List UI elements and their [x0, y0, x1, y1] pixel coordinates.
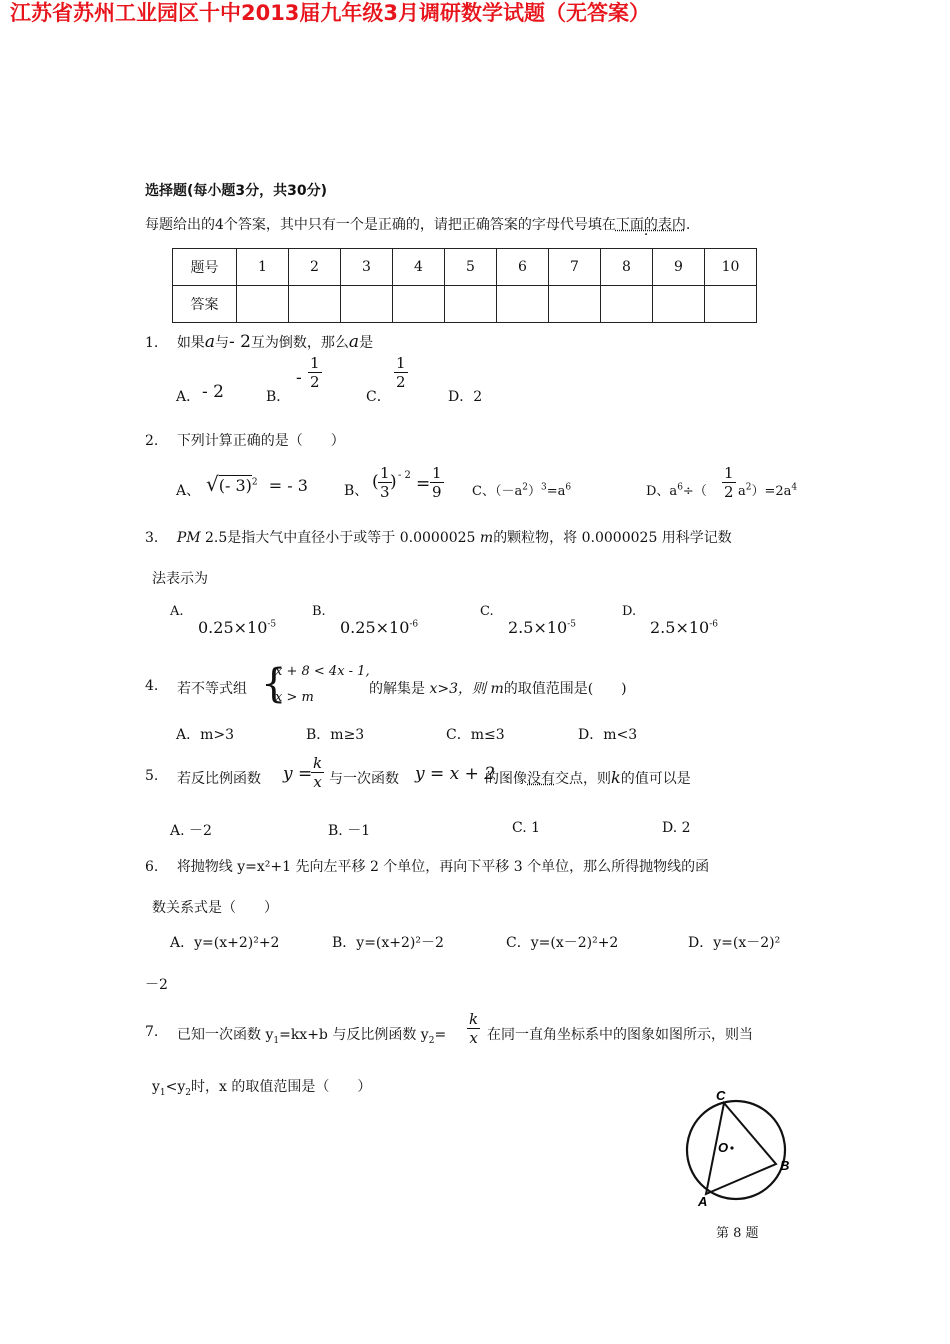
option-label: B、 [344, 483, 369, 499]
q4-text: x>3，则 [429, 681, 491, 697]
option-label: A、 [176, 483, 201, 499]
option-d-rest [738, 480, 797, 499]
frac-num: 1 [380, 464, 390, 482]
q5-text: 交点，则 [555, 771, 611, 787]
question-number: 3. [145, 530, 159, 546]
q3-text: 2.5是指大气中直径小于或等于 0.0000025 [200, 530, 480, 546]
question-number: 2. [145, 433, 159, 449]
option-rhs: = - 3 [268, 476, 308, 495]
option-fraction [308, 354, 322, 391]
table-header-question: 题号 [173, 249, 237, 286]
question-3-stem [145, 527, 732, 547]
option: A．y=(x+2)²+2 [170, 935, 280, 951]
option: D．y=(x－2)² [688, 935, 781, 951]
q4-text: 的取值范围是( ) [503, 681, 627, 697]
q1-var: a [204, 332, 215, 352]
option-c-expr [472, 480, 571, 499]
center-point [730, 1146, 733, 1149]
radicand: (- 3) [218, 476, 252, 495]
circle-triangle-figure [676, 1086, 806, 1210]
frac-den: 2 [310, 373, 320, 391]
option: A．m>3 [176, 727, 235, 743]
q3-text: 的颗粒物，将 0.0000025 用科学记数 [493, 530, 732, 546]
q4-text: 的解集是 [369, 681, 430, 697]
question-number: 1. [145, 335, 159, 351]
option: B. －1 [328, 823, 371, 839]
answer-cell[interactable] [549, 286, 601, 323]
question-number: 7. [145, 1024, 159, 1040]
q4-text: 若不等式组 [177, 681, 247, 697]
page-title: 江苏省苏州工业园区十中2013届九年级3月调研数学试题（无答案） [9, 1, 651, 25]
table-number: 6 [497, 249, 549, 286]
answer-cell[interactable] [289, 286, 341, 323]
d-text: ÷（ [682, 484, 707, 499]
instruction-text: 每题给出的4个答案，其中只有一个是正确的，请把正确答案的字母代号填在 [145, 217, 616, 233]
label-b: B [780, 1158, 790, 1173]
option-b-paren: ) [390, 472, 397, 492]
c-text: =a [546, 484, 566, 499]
answer-cell[interactable] [341, 286, 393, 323]
q6-text: 将抛物线 y=x²+1 先向左平移 2 个单位，再向下平移 3 个单位，那么所得抛物线的函 [176, 859, 710, 875]
exponent: -6 [709, 619, 718, 630]
d-text: ）=2a [751, 484, 792, 499]
exponent: 2 [745, 482, 752, 493]
frac-num: 1 [396, 354, 406, 372]
q5-rest [485, 768, 691, 788]
option-fraction [722, 464, 736, 501]
q4-text: m [490, 681, 504, 697]
option: C. 1 [512, 820, 541, 836]
frac-den: 2 [724, 483, 734, 501]
frac-num: k [313, 754, 323, 772]
option-label: A． [176, 389, 201, 405]
question-number: 5. [145, 768, 159, 784]
option-fraction [394, 354, 408, 391]
q5-text: 的图像 [485, 771, 527, 787]
figure-caption: 第 8 题 [716, 1226, 759, 1241]
q4-rest [369, 678, 627, 698]
frac-num: k [469, 1010, 479, 1028]
option-fraction [311, 754, 324, 791]
option: C．m≤3 [446, 727, 505, 743]
triangle-shape [706, 1103, 776, 1194]
option-b-expr: ( [372, 472, 379, 492]
exponent: 6 [677, 482, 683, 493]
subscript: 2 [185, 1087, 192, 1098]
answer-cell[interactable] [497, 286, 549, 323]
question-6-stem [145, 856, 709, 876]
question-number: 4. [145, 678, 159, 694]
q5-k: k [611, 768, 621, 787]
answer-cell[interactable] [653, 286, 705, 323]
option: D. 2 [662, 820, 691, 836]
option-a-expr [206, 472, 308, 496]
option-label: A. [170, 604, 184, 619]
table-row [173, 286, 757, 323]
question-3-options [170, 604, 770, 644]
question-number: 6. [145, 859, 159, 875]
table-number: 4 [393, 249, 445, 286]
option-sign: - [296, 368, 302, 388]
answer-cell[interactable] [393, 286, 445, 323]
table-number: 2 [289, 249, 341, 286]
instruction [145, 214, 690, 234]
frac-den: 3 [380, 483, 390, 501]
table-number: 1 [237, 249, 289, 286]
frac-den: x [313, 773, 322, 791]
label-o: O [718, 1140, 729, 1155]
option: C．y=(x－2)²+2 [506, 935, 619, 951]
frac-num: 1 [432, 464, 442, 482]
sci-base: 0.25×10 [198, 618, 268, 637]
q1-text: 如果 [176, 335, 205, 351]
q7-text: y [152, 1079, 160, 1095]
table-number: 7 [549, 249, 601, 286]
equals: = [416, 474, 431, 494]
brace-icon: { [261, 661, 287, 707]
question-3-line2: 法表示为 [152, 571, 208, 587]
option-d-expr [646, 480, 707, 499]
option-value [198, 618, 276, 637]
inequality: x > m [275, 690, 314, 705]
q7-text: =kx+b 与反比例函数 y [279, 1027, 429, 1043]
subscript: 1 [273, 1035, 280, 1046]
c-text: C、（－a [472, 484, 523, 499]
q1-var: a [348, 332, 360, 352]
option: A. －2 [170, 823, 212, 839]
option: D．m<3 [578, 727, 638, 743]
option-value [650, 618, 718, 637]
exponent: - 2 [398, 470, 411, 481]
q3-pm: PM [176, 530, 201, 546]
frac-den: x [469, 1029, 478, 1047]
exponent: 2 [522, 482, 528, 493]
q5-emphasis: 没有 [527, 771, 555, 787]
inequality: x + 8 < 4x - 1, [275, 664, 370, 679]
exponent: 6 [565, 482, 572, 493]
d-text: a [738, 484, 746, 499]
option-value [340, 618, 418, 637]
sqrt-icon: √ [206, 472, 219, 496]
sci-base: 0.25×10 [340, 618, 410, 637]
table-number: 5 [445, 249, 497, 286]
question-6-line2: 数关系式是（ ） [152, 900, 278, 916]
q5-expr: y = [283, 764, 313, 784]
sci-base: 2.5×10 [508, 618, 568, 637]
exponent: 4 [791, 482, 798, 493]
answer-cell[interactable] [601, 286, 653, 323]
answer-table [172, 248, 757, 323]
table-number: 3 [341, 249, 393, 286]
question-5-stem [145, 754, 805, 800]
q7-text: = [434, 1027, 447, 1043]
exponent: -5 [267, 619, 277, 630]
subscript: 2 [428, 1035, 435, 1046]
q5-text: 若反比例函数 [177, 771, 261, 787]
q5-expr: y = x + 2 [415, 764, 496, 784]
question-1-options [176, 354, 736, 405]
q7-text: 时，x 的取值范围是（ ） [191, 1079, 372, 1095]
question-2-options [176, 464, 816, 512]
answer-cell[interactable] [705, 286, 757, 323]
q1-neg2: - 2 [228, 332, 251, 352]
q1-text: 与 [214, 335, 229, 351]
question-7-line2 [152, 1076, 371, 1098]
option-value [508, 618, 576, 637]
question-4-stem [145, 660, 805, 714]
option-fraction [430, 464, 444, 501]
table-header-answer: 答案 [173, 286, 237, 323]
frac-den: 2 [396, 373, 406, 391]
option-label: D．2 [448, 389, 483, 405]
question-6-tail: －2 [145, 977, 168, 993]
q5-text: 的值可以是 [620, 771, 691, 787]
exponent: -5 [567, 619, 576, 630]
table-row [173, 249, 757, 286]
option-label: C. [480, 604, 494, 619]
option-fraction [467, 1010, 480, 1047]
frac-num: 1 [724, 464, 734, 482]
q7-text: <y [165, 1079, 186, 1095]
option-label: B. [312, 604, 326, 619]
frac-den: 9 [432, 483, 442, 501]
c-text: ） [527, 484, 541, 499]
option: B．y=(x+2)²－2 [332, 935, 444, 951]
exponent: -6 [409, 619, 419, 630]
q2-text: 下列计算正确的是（ ） [176, 433, 345, 449]
table-number: 10 [705, 249, 757, 286]
answer-cell[interactable] [445, 286, 497, 323]
option: B．m≥3 [306, 727, 365, 743]
q7-line [177, 1024, 446, 1046]
instruction-period: . [685, 217, 691, 233]
table-number: 9 [653, 249, 705, 286]
q3-unit: m [479, 530, 494, 546]
label-c: C [716, 1088, 726, 1103]
option-label: C． [366, 389, 391, 405]
q7-text: 在同一直角坐标系中的图象如图所示，则当 [487, 1027, 753, 1043]
option-value: - 2 [202, 382, 224, 402]
frac-num: 1 [310, 354, 320, 372]
exponent: 2 [251, 477, 258, 488]
instruction-emphasis: 下面的表内 · [616, 217, 686, 233]
option-label: D. [622, 604, 637, 619]
question-7-stem [145, 1010, 810, 1056]
table-number: 8 [601, 249, 653, 286]
label-a: A [698, 1194, 708, 1209]
subscript: 1 [159, 1087, 166, 1098]
q7-text: 已知一次函数 y [177, 1027, 274, 1043]
q1-text: 是 [359, 335, 374, 351]
exponent: 3 [540, 482, 547, 493]
d-text: D、a [646, 484, 678, 499]
question-2-stem [145, 430, 345, 450]
q1-text: 互为倒数，那么 [250, 335, 349, 351]
q5-text: 与一次函数 [329, 771, 399, 787]
question-1-stem [145, 332, 373, 352]
section-heading: 选择题(每小题3分，共30分) [145, 183, 328, 199]
option-label: B． [266, 389, 291, 405]
answer-cell[interactable] [237, 286, 289, 323]
sci-base: 2.5×10 [650, 618, 710, 637]
